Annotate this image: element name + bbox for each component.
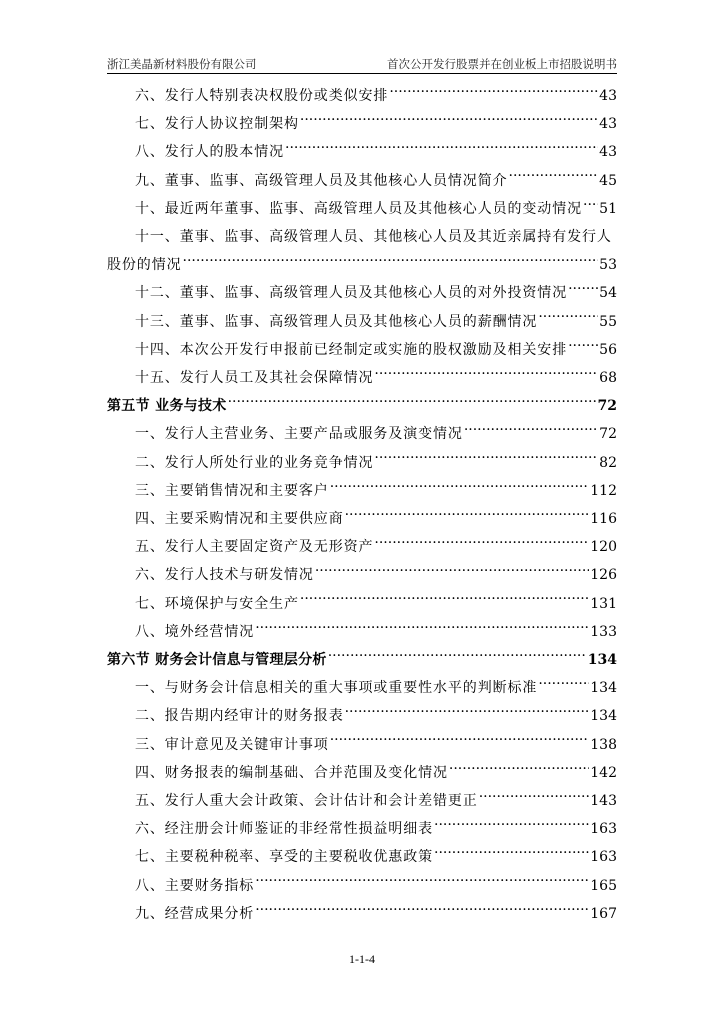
- dot-leader: [568, 340, 598, 354]
- toc-entry-label: 十三、董事、监事、高级管理人员及其他核心人员的薪酬情况: [135, 313, 538, 330]
- toc-entry-row[interactable]: [107, 251, 617, 279]
- dot-leader: [538, 678, 589, 692]
- dot-leader: [374, 368, 598, 382]
- toc-entry-row[interactable]: [107, 110, 617, 138]
- toc-entry-row[interactable]: [107, 308, 617, 336]
- toc-entry-row[interactable]: [107, 843, 617, 871]
- toc-entry-row[interactable]: [107, 900, 617, 928]
- dot-leader: [464, 424, 598, 438]
- toc-page-number: 163: [590, 849, 617, 866]
- toc-page-number: 43: [599, 116, 617, 133]
- dot-leader: [449, 763, 589, 777]
- dot-leader: [330, 481, 590, 495]
- toc-entry-row[interactable]: [107, 449, 617, 477]
- toc-entry-label: 第六节 财务会计信息与管理层分析: [107, 652, 327, 669]
- toc-entry-label: 十一、董事、监事、高级管理人员、其他核心人员及其近亲属持有发行人: [135, 229, 612, 246]
- toc-entry-label: 七、主要税种税率、享受的主要税收优惠政策: [135, 849, 433, 866]
- dot-leader: [315, 565, 589, 579]
- toc-entry-label: 八、发行人的股本情况: [135, 144, 284, 161]
- toc-page-number: 68: [599, 370, 617, 387]
- header-divider: [107, 73, 617, 74]
- toc-entry-row[interactable]: [107, 618, 617, 646]
- toc-page-number: 134: [590, 680, 617, 697]
- dot-leader: [328, 650, 587, 664]
- toc-entry-label: 股份的情况: [107, 257, 182, 274]
- toc-entry-label: 五、发行人主要固定资产及无形资产: [135, 539, 374, 556]
- toc-page-number: 82: [599, 454, 617, 471]
- toc-entry-row[interactable]: [107, 731, 617, 759]
- toc-entry-row[interactable]: [107, 336, 617, 364]
- toc-entry-label: 六、经注册会计师鉴证的非经常性损益明细表: [135, 821, 433, 838]
- toc-entry-label: 四、主要采购情况和主要供应商: [135, 511, 344, 528]
- toc-page-number: 43: [599, 144, 617, 161]
- toc-entry-row[interactable]: [107, 590, 617, 618]
- toc-page-number: 134: [587, 652, 617, 669]
- table-of-contents: [107, 82, 617, 928]
- page-header: [107, 56, 617, 72]
- toc-page-number: 138: [590, 736, 617, 753]
- toc-page-number: 116: [590, 511, 617, 528]
- dot-leader: [374, 453, 598, 467]
- toc-entry-row[interactable]: [107, 364, 617, 392]
- dot-leader: [568, 283, 598, 297]
- toc-entry-row[interactable]: [107, 477, 617, 505]
- toc-page-number: 45: [599, 172, 617, 189]
- dot-leader: [330, 735, 590, 749]
- toc-page-number: 126: [590, 567, 617, 584]
- dot-leader: [434, 819, 589, 833]
- toc-page-number: 131: [590, 595, 617, 612]
- dot-leader: [255, 622, 589, 636]
- dot-leader: [374, 537, 589, 551]
- toc-page-number: 43: [599, 88, 617, 104]
- toc-section-row[interactable]: [107, 392, 617, 420]
- dot-leader: [434, 847, 589, 861]
- toc-entry-row[interactable]: [107, 533, 617, 561]
- toc-entry-label: 一、与财务会计信息相关的重大事项或重要性水平的判断标准: [135, 680, 538, 697]
- toc-entry-label: 九、董事、监事、高级管理人员及其他核心人员情况简介: [135, 172, 508, 189]
- toc-page-number: 167: [590, 905, 617, 922]
- toc-entry-label: 一、发行人主营业务、主要产品或服务及演变情况: [135, 426, 463, 443]
- toc-page-number: 133: [590, 623, 617, 640]
- toc-page-number: 54: [599, 285, 617, 302]
- toc-entry-label: 八、主要财务指标: [135, 877, 255, 894]
- dot-leader: [255, 904, 589, 918]
- toc-entry-row[interactable]: [107, 279, 617, 307]
- toc-page-number: 112: [590, 482, 617, 499]
- toc-entry-row[interactable]: [107, 195, 617, 223]
- dot-leader: [255, 876, 589, 890]
- dot-leader: [583, 199, 598, 213]
- toc-entry-label: 第五节 业务与技术: [107, 398, 227, 415]
- toc-entry-row[interactable]: [107, 872, 617, 900]
- toc-page-number: 72: [597, 398, 617, 415]
- toc-page-number: 72: [599, 426, 617, 443]
- toc-page-number: 142: [590, 764, 617, 781]
- toc-entry-label: 九、经营成果分析: [135, 905, 255, 922]
- toc-section-row[interactable]: [107, 646, 617, 674]
- toc-entry-label: 二、报告期内经审计的财务报表: [135, 708, 344, 725]
- toc-entry-label: 十四、本次公开发行申报前已经制定或实施的股权激励及相关安排: [135, 341, 568, 358]
- toc-entry-row[interactable]: [107, 674, 617, 702]
- toc-entry-row[interactable]: [107, 702, 617, 730]
- toc-entry-row[interactable]: [107, 138, 617, 166]
- page-number: 1-1-4: [349, 952, 375, 966]
- dot-leader: [300, 114, 598, 128]
- toc-page-number: 120: [590, 539, 617, 556]
- toc-page-number: 55: [599, 313, 617, 330]
- toc-entry-row[interactable]: [107, 420, 617, 448]
- toc-page-number: 51: [599, 200, 617, 217]
- toc-entry-label: 五、发行人重大会计政策、会计估计和会计差错更正: [135, 793, 478, 810]
- toc-page-number: 143: [590, 793, 617, 810]
- toc-page-number: 56: [599, 341, 617, 358]
- toc-page-number: 134: [590, 708, 617, 725]
- dot-leader: [183, 255, 599, 269]
- toc-entry-row[interactable]: [107, 505, 617, 533]
- dot-leader: [345, 706, 590, 720]
- dot-leader: [509, 171, 599, 185]
- toc-page-number: 53: [599, 257, 617, 274]
- toc-entry-label: 三、主要销售情况和主要客户: [135, 482, 329, 499]
- toc-entry-label: 七、环境保护与安全生产: [135, 595, 299, 612]
- toc-entry-label: 四、财务报表的编制基础、合并范围及变化情况: [135, 764, 448, 781]
- document-title: 首次公开发行股票并在创业板上市招股说明书: [387, 57, 617, 71]
- toc-entry-row[interactable]: [107, 759, 617, 787]
- dot-leader: [228, 396, 597, 410]
- toc-entry-label: 二、发行人所处行业的业务竞争情况: [135, 454, 374, 471]
- toc-entry-label: 六、发行人特别表决权股份或类似安排: [135, 88, 389, 104]
- company-name: 浙江美晶新材料股份有限公司: [107, 57, 257, 71]
- toc-entry-label: 十、最近两年董事、监事、高级管理人员及其他核心人员的变动情况: [135, 200, 582, 217]
- dot-leader: [300, 594, 589, 608]
- toc-page-number: 163: [590, 821, 617, 838]
- toc-entry-label: 十二、董事、监事、高级管理人员及其他核心人员的对外投资情况: [135, 285, 568, 302]
- toc-entry-row[interactable]: [107, 561, 617, 589]
- dot-leader: [389, 86, 598, 100]
- toc-entry-label: 八、境外经营情况: [135, 623, 255, 640]
- toc-entry-label: 十五、发行人员工及其社会保障情况: [135, 370, 374, 387]
- toc-entry-label: 七、发行人协议控制架构: [135, 116, 299, 133]
- toc-entry-row[interactable]: [107, 787, 617, 815]
- toc-entry-row[interactable]: [107, 815, 617, 843]
- toc-entry-row[interactable]: [107, 223, 617, 251]
- dot-leader: [538, 312, 598, 326]
- toc-entry-label: 三、审计意见及关键审计事项: [135, 736, 329, 753]
- dot-leader: [345, 509, 590, 523]
- toc-entry-label: 六、发行人技术与研发情况: [135, 567, 314, 584]
- dot-leader: [285, 142, 598, 156]
- dot-leader: [479, 791, 590, 805]
- toc-page-number: 165: [590, 877, 617, 894]
- toc-entry-row[interactable]: [107, 82, 617, 110]
- toc-entry-row[interactable]: [107, 167, 617, 195]
